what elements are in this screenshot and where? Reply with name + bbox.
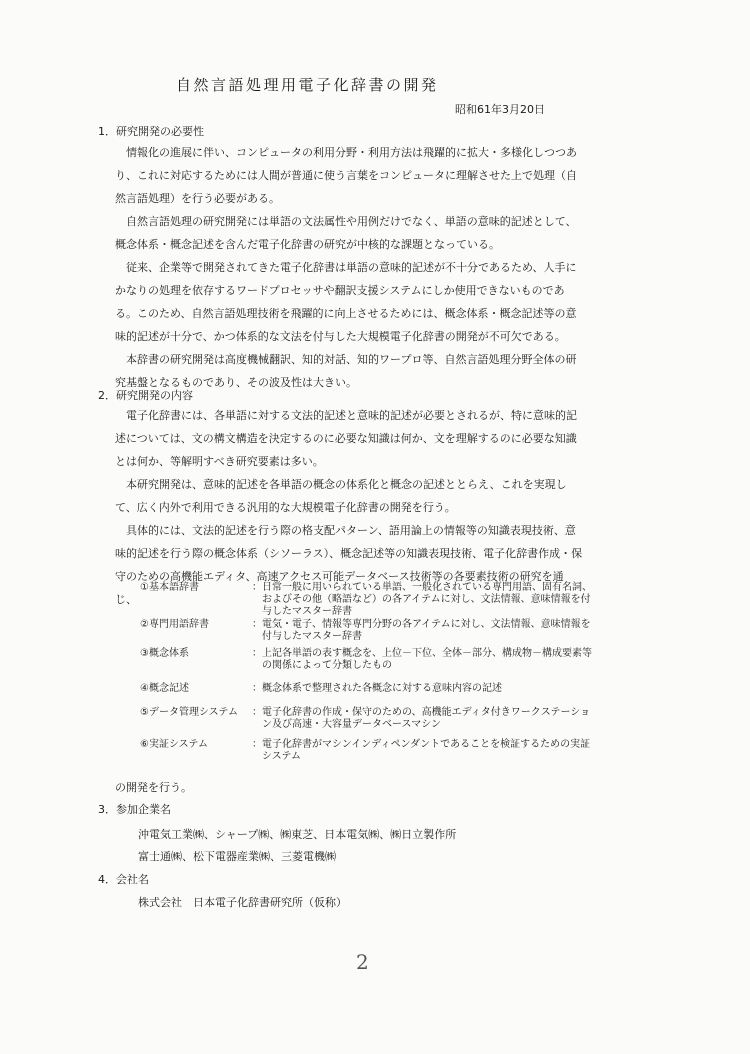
- item-description: 上記各単語の表す概念を、上位－下位、全体－部分、構成物－構成要素等の関係によって分類したもの: [262, 648, 592, 671]
- document-title: 自然言語処理用電子化辞書の開発: [176, 76, 439, 94]
- item-name: ⑥実証システム: [140, 739, 208, 750]
- closing-text: の開発を行う。: [115, 781, 192, 794]
- paragraph: 本辞書の研究開発は高度機械翻訳、知的対話、知的ワープロ等、自然言語処理分野全体の研究基盤となるものであり、その波及性は大きい。: [115, 353, 577, 389]
- deliverables-list: [140, 582, 600, 769]
- paragraph: 本研究開発は、意味的記述を各単語の概念の体系化と概念の記述ととらえ、これを実現して、広く内外で利用できる汎用的な大規模電子化辞書の開発を行う。: [115, 478, 567, 514]
- page-number: 2: [356, 950, 369, 974]
- company-line: 沖電気工業㈱、シャープ㈱、㈱東芝、日本電気㈱、㈱日立製作所: [138, 828, 457, 841]
- section-heading-4: 4．会社名: [98, 873, 149, 886]
- item-description: 電気・電子、情報等専門分野の各アイテムに対し、文法情報、意味情報を付与したマスター辞書: [262, 619, 591, 642]
- company-line: 富士通㈱、松下電器産業㈱、三菱電機㈱: [138, 850, 336, 863]
- item-description: 電子化辞書の作成・保守のための、高機能エディタ付きワークステーション及び高速・大容量データベースマシン: [262, 707, 591, 730]
- section-heading-3: 3．参加企業名: [98, 803, 171, 816]
- list-item: ⑥実証システム ： 電子化辞書がマシンインディペンダントであることを検証するための実証システム: [140, 739, 600, 769]
- company-name: 株式会社 日本電子化辞書研究所（仮称）: [138, 896, 347, 909]
- section-heading-1: 1．研究開発の必要性: [98, 125, 204, 138]
- item-description: 日常一般に用いられている単語、一般化されている専門用語、固有名詞、およびその他（略語など）の各アイテムに対し、文法情報、意味情報を付与したマスター辞書: [262, 582, 592, 617]
- item-name: ①基本語辞書: [140, 582, 199, 593]
- list-item: ②専門用語辞書 ： 電気・電子、情報等専門分野の各アイテムに対し、文法情報、意味情報を付与したマスター辞書: [140, 619, 600, 648]
- list-item: ③概念体系 ： 上記各単語の表す概念を、上位－下位、全体－部分、構成物－構成要素等の関係によって分類したもの: [140, 648, 600, 683]
- item-description: 電子化辞書がマシンインディペンダントであることを検証するための実証システム: [262, 739, 591, 762]
- item-name: ④概念記述: [140, 683, 189, 694]
- paragraph: 具体的には、文法的記述を行う際の格支配パターン、語用論上の情報等の知識表現技術、意味的記述を行う際の概念体系（シソーラス）、概念記述等の知識表現技術、電子化辞書作成・保守のための高機能エディタ、高速アクセス可能データベース技術等の各要素技術の研究を通じ、: [115, 524, 583, 606]
- paragraph: 電子化辞書には、各単語に対する文法的記述と意味的記述が必要とされるが、特に意味的記述については、文の構文構造を決定するのに必要な知識は何か、文を理解するのに必要な知識とは何か、等解明すべき研究要素は多い。: [115, 409, 577, 468]
- item-name: ⑤データ管理システム: [140, 707, 238, 718]
- paragraph: 情報化の進展に伴い、コンピュータの利用分野・利用方法は飛躍的に拡大・多様化しつつあり、これに対応するためには人間が普通に使う言葉をコンピュータに理解させた上で処理（自然言語処理）を行う必要がある。: [115, 146, 577, 205]
- paragraph: 自然言語処理の研究開発には単語の文法属性や用例だけでなく、単語の意味的記述として、概念体系・概念記述を含んだ電子化辞書の研究が中核的な課題となっている。: [115, 215, 577, 251]
- list-item: ④概念記述 ： 概念体系で整理された各概念に対する意味内容の記述: [140, 683, 600, 707]
- paragraph: 従来、企業等で開発されてきた電子化辞書は単語の意味的記述が不十分であるため、人手にかなりの処理を依存するワードプロセッサや翻訳支援システムにしか使用できないものである。このため、自然言語処理技術を飛躍的に向上させるためには、概念体系・概念記述等の意味的記述が十分で、かつ体系的な文法を付与した大規模電子化辞書の開発が不可欠である。: [115, 261, 577, 343]
- item-description: 概念体系で整理された各概念に対する意味内容の記述: [262, 683, 502, 694]
- item-name: ③概念体系: [140, 648, 189, 659]
- list-item: ⑤データ管理システム ： 電子化辞書の作成・保守のための、高機能エディタ付きワークステーション及び高速・大容量データベースマシン: [140, 707, 600, 739]
- section-heading-2: 2．研究開発の内容: [98, 389, 193, 402]
- item-name: ②専門用語辞書: [140, 619, 209, 630]
- list-item: ①基本語辞書 ： 日常一般に用いられている単語、一般化されている専門用語、固有名詞、およびその他（略語など）の各アイテムに対し、文法情報、意味情報を付与したマスター辞書: [140, 582, 600, 619]
- document-date: 昭和61年3月20日: [455, 103, 545, 116]
